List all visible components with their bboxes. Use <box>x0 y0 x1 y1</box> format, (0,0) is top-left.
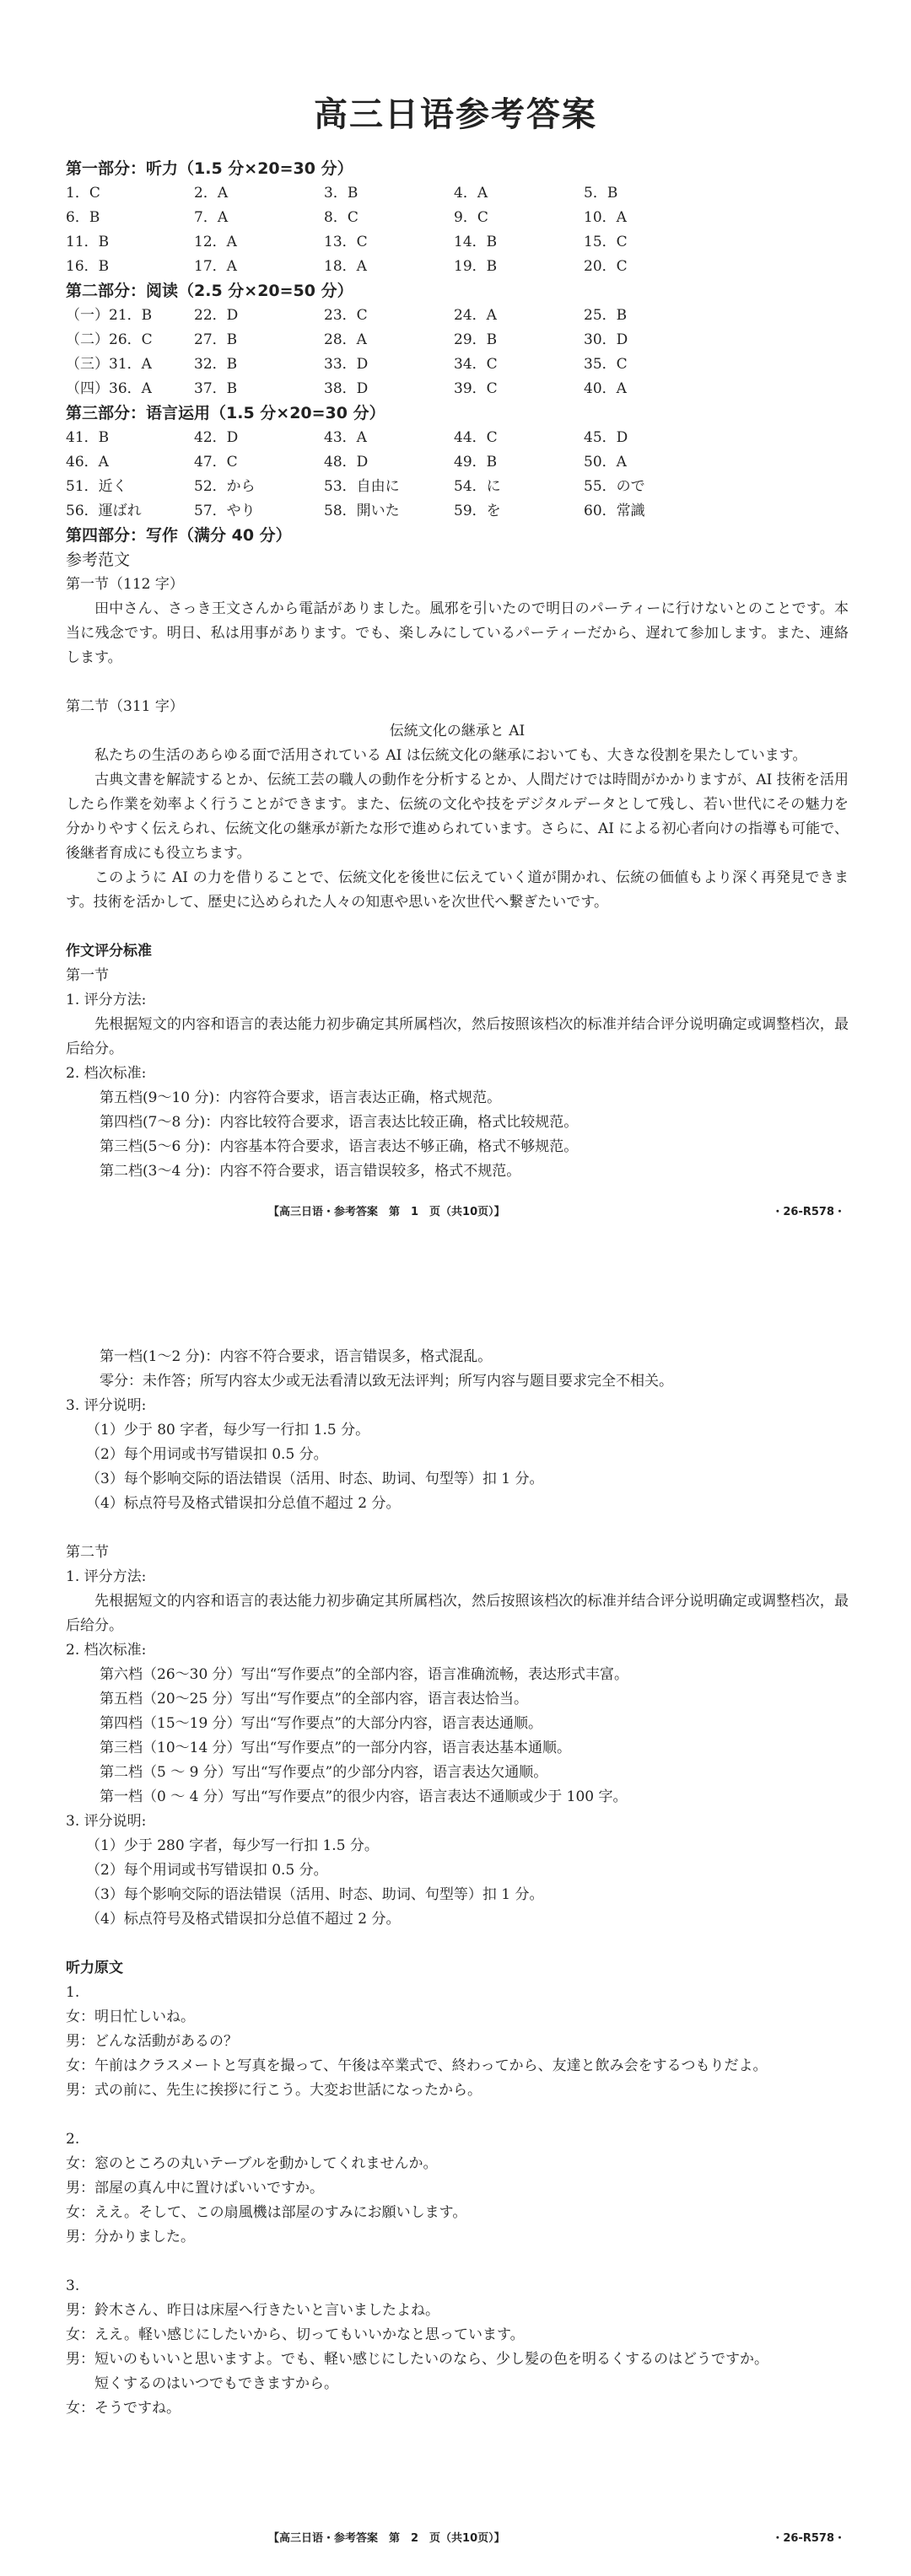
part1-heading: 第一部分：听力（1.5 分×20=30 分） <box>66 159 353 178</box>
answer-item: 5．B <box>584 185 618 202</box>
dialog-line: 男：どんな活動があるの？ <box>66 2033 238 2050</box>
note-item: （3）每个影响交际的语法错误（活用、时态、助词、句型等）扣 1 分。 <box>86 1886 544 1903</box>
answer-item: 34．C <box>454 356 498 373</box>
dialog-number: 1. <box>66 1984 80 2001</box>
method-label: 1. 评分方法: <box>66 1568 147 1585</box>
method-label: 1. 评分方法: <box>66 992 147 1008</box>
page2-content <box>66 1345 849 2421</box>
dialog-line: 女：ええ。軽い感じにしたいから、切ってもいいかなと思っています。 <box>66 2326 525 2343</box>
answer-item: 38．D <box>324 380 369 397</box>
answer-item: 16．B <box>66 258 110 275</box>
answer-item: 7．A <box>194 209 229 226</box>
answer-item: （四）36．A <box>66 380 152 397</box>
note-item: （3）每个影响交际的语法错误（活用、时态、助词、句型等）扣 1 分。 <box>86 1471 544 1487</box>
answer-item: 48．D <box>324 454 369 471</box>
note-item: （4）标点符号及格式错误扣分总值不超过 2 分。 <box>86 1495 401 1512</box>
part3-heading: 第三部分：语言运用（1.5 分×20=30 分） <box>66 404 385 422</box>
answer-item: 43．A <box>324 429 367 446</box>
answer-item: 59．を <box>454 503 501 519</box>
answer-item: 17．A <box>194 258 237 275</box>
level-item: 第二档(3～4 分)：内容不符合要求，语言错误较多，格式不规范。 <box>100 1163 521 1180</box>
answer-item: 54．に <box>454 478 501 495</box>
level-item: 第四档（15～19 分）写出“写作要点”的大部分内容，语言表达通顺。 <box>100 1715 543 1732</box>
section2-paragraph: 古典文書を解読するとか、伝統工芸の職人の動作を分析するとか、人間だけでは時間がかかりますが、AI 技術を活用したら作業を効率よく行うことができます。また、伝統の文化や技をデジタルデータとして残し、若い世代にその魅力を分かりやすく伝えられ、伝統文化の継承が新たな形で進められています。さらに、AI による初心者向けの指導も可能で、後継者育成にも役立ちます。 <box>66 772 849 862</box>
answer-item: 35．C <box>584 356 628 373</box>
dialog-line: 男：分かりました。 <box>66 2229 195 2245</box>
answer-item: 40．A <box>584 380 627 397</box>
method-text: 先根据短文的内容和语言的表达能力初步确定其所属档次，然后按照该档次的标准并结合评分说明确定或调整档次，最后给分。 <box>66 1016 849 1057</box>
part2-heading: 第二部分：阅读（2.5 分×20=50 分） <box>66 282 353 300</box>
answer-item: 23．C <box>324 307 368 324</box>
part4-heading: 第四部分：写作（满分 40 分） <box>66 526 292 545</box>
sample-essay-label: 参考范文 <box>66 551 131 569</box>
level-item: 零分：未作答；所写内容太少或无法看清以致无法评判；所写内容与题目要求完全不相关。 <box>100 1373 673 1390</box>
notes-label: 3. 评分说明: <box>66 1813 147 1830</box>
section1-label: 第一节（112 字） <box>66 576 184 593</box>
level-item: 第三档（10～14 分）写出“写作要点”的一部分内容，语言表达基本通顺。 <box>100 1740 572 1756</box>
answer-item: 13．C <box>324 234 368 250</box>
level-item: 第六档（26～30 分）写出“写作要点”的全部内容，语言准确流畅，表达形式丰富。 <box>100 1666 629 1683</box>
answer-item: 33．D <box>324 356 369 373</box>
answer-item: （一）21．B <box>66 307 153 324</box>
level-item: 第四档(7～8 分)：内容比较符合要求，语言表达比较正确，格式比较规范。 <box>100 1114 579 1131</box>
page-1 <box>0 0 911 1240</box>
answer-item: 20．C <box>584 258 628 275</box>
level-item: 第二档（5 ～ 9 分）写出“写作要点”的少部分内容，语言表达欠通顺。 <box>100 1764 548 1781</box>
dialog-line: 女：明日忙しいね。 <box>66 2009 195 2025</box>
note-item: （1）少于 80 字者，每少写一行扣 1.5 分。 <box>86 1422 370 1439</box>
note-item: （2）每个用词或书写错误扣 0.5 分。 <box>86 1446 328 1463</box>
answer-item: 9．C <box>454 209 488 226</box>
section1-essay: 田中さん、さっき王文さんから電話がありました。風邪を引いたので明日のパーティーに行けないとのことです。本当に残念です。明日、私は用事があります。でも、楽しみにしているパーティーだから、遅れて参加します。また、連絡します。 <box>66 600 849 666</box>
dialog-line: 女：窓のところの丸いテーブルを動かしてくれませんか。 <box>66 2155 438 2172</box>
answer-item: 51．近く <box>66 478 127 495</box>
criteria-heading: 作文评分标准 <box>66 943 152 960</box>
answer-item: 2．A <box>194 185 229 202</box>
answer-item: 57．やり <box>194 503 256 519</box>
answer-item: 25．B <box>584 307 628 324</box>
answer-item: 32．B <box>194 356 238 373</box>
answer-item: 42．D <box>194 429 239 446</box>
dialog-line-continued: 短くするのはいつでもできますから。 <box>94 2375 338 2392</box>
answer-item: 39．C <box>454 380 498 397</box>
answer-item: 14．B <box>454 234 498 250</box>
answer-item: 24．A <box>454 307 497 324</box>
answer-item: 49．B <box>454 454 498 471</box>
answer-item: 37．B <box>194 380 238 397</box>
answer-item: （三）31．A <box>66 356 152 373</box>
answer-item: 12．A <box>194 234 237 250</box>
answer-item: 46．A <box>66 454 109 471</box>
levels-label: 2. 档次标准: <box>66 1065 147 1082</box>
dialog-line: 女：そうですね。 <box>66 2400 181 2417</box>
answer-item: 55．ので <box>584 478 645 495</box>
answer-item: 8．C <box>324 209 358 226</box>
answer-item: 45．D <box>584 429 628 446</box>
answer-item: 1．C <box>66 185 100 202</box>
page-2 <box>0 1240 911 2576</box>
answer-item: 28．A <box>324 331 367 348</box>
answer-item: 41．B <box>66 429 110 446</box>
answer-key <box>66 157 849 1184</box>
dialog-1 <box>66 1981 849 2103</box>
answer-item: （二）26．C <box>66 331 153 348</box>
part1-answers <box>66 181 849 279</box>
dialog-line: 女：午前はクラスメートと写真を撮って、午後は卒業式で、終わってから、友達と飲み会をするつもりだよ。 <box>66 2057 768 2074</box>
answer-item: 27．B <box>194 331 238 348</box>
answer-item: 29．B <box>454 331 498 348</box>
answer-item: 52．から <box>194 478 256 495</box>
dialog-line: 女：ええ。そして、この扇風機は部屋のすみにお願いします。 <box>66 2204 467 2221</box>
section2-label: 第二节（311 字） <box>66 698 184 715</box>
notes-label: 3. 评分说明: <box>66 1397 147 1414</box>
section2-paragraph: 私たちの生活のあらゆる面で活用されている AI は伝統文化の継承においても、大きな役割を果たしています。 <box>94 747 807 764</box>
dialog-2 <box>66 2127 849 2250</box>
dialog-line: 男：部屋の真ん中に置けばいいですか。 <box>66 2180 324 2197</box>
note-item: （2）每个用词或书写错误扣 0.5 分。 <box>86 1862 328 1879</box>
page-title: 高三日语参考答案 <box>314 95 597 134</box>
part2-answers <box>66 304 849 401</box>
footer-page-info: 【高三日语・参考答案 第 2 页（共10页）】 <box>268 2532 505 2545</box>
level-item: 第五档（20～25 分）写出“写作要点”的全部内容，语言表达恰当。 <box>100 1691 529 1707</box>
dialog-3 <box>66 2274 849 2421</box>
footer-page-info: 【高三日语・参考答案 第 1 页（共10页）】 <box>268 1206 505 1218</box>
footer-code: ・26-R578・ <box>772 2532 845 2545</box>
level-item: 第一档（0 ～ 4 分）写出“写作要点”的很少内容，语言表达不通顺或少于 100 字。 <box>100 1788 628 1805</box>
answer-item: 19．B <box>454 258 498 275</box>
answer-item: 53．自由に <box>324 478 400 495</box>
answer-item: 18．A <box>324 258 367 275</box>
part3-answers <box>66 426 849 524</box>
answer-item: 47．C <box>194 454 238 471</box>
criteria-section2-label: 第二节 <box>66 1544 109 1561</box>
listening-heading: 听力原文 <box>66 1960 123 1976</box>
answer-item: 56．運ばれ <box>66 503 142 519</box>
method-text: 先根据短文的内容和语言的表达能力初步确定其所属档次，然后按照该档次的标准并结合评分说明确定或调整档次，最后给分。 <box>66 1593 849 1634</box>
dialog-line: 男：短いのもいいと思いますよ。でも、軽い感じにしたいのなら、少し髪の色を明るくするのはどうですか。 <box>66 2351 768 2368</box>
answer-item: 4．A <box>454 185 488 202</box>
answer-item: 3．B <box>324 185 358 202</box>
answer-item: 50．A <box>584 454 627 471</box>
answer-item: 22．D <box>194 307 239 324</box>
answer-item: 30．D <box>584 331 628 348</box>
note-item: （4）标点符号及格式错误扣分总值不超过 2 分。 <box>86 1911 401 1928</box>
answer-item: 10．A <box>584 209 627 226</box>
footer-code: ・26-R578・ <box>772 1206 845 1218</box>
level-item: 第五档(9～10 分)：内容符合要求，语言表达正确，格式规范。 <box>100 1089 502 1106</box>
note-item: （1）少于 280 字者，每少写一行扣 1.5 分。 <box>86 1837 379 1854</box>
section2-paragraph: このように AI の力を借りることで、伝統文化を後世に伝えていく道が開かれ、伝統の価値もより深く再発見できます。技術を活かして、歴史に込められた人々の知恵や思いを次世代へ繋ぎたいです。 <box>66 869 849 911</box>
dialog-number: 2. <box>66 2131 80 2148</box>
answer-item: 6．B <box>66 209 100 226</box>
dialog-line: 男：鈴木さん、昨日は床屋へ行きたいと言いましたよね。 <box>66 2302 440 2319</box>
answer-item: 11．B <box>66 234 110 250</box>
answer-item: 58．開いた <box>324 503 400 519</box>
section2-essay-title: 伝統文化の継承と AI <box>389 723 526 739</box>
answer-item: 60．常識 <box>584 503 645 519</box>
dialog-line: 男：式の前に、先生に挨拶に行こう。大変お世話になったから。 <box>66 2082 482 2099</box>
answer-item: 15．C <box>584 234 628 250</box>
level-item: 第一档(1～2 分)：内容不符合要求，语言错误多，格式混乱。 <box>100 1348 493 1365</box>
criteria-section1-label: 第一节 <box>66 967 109 984</box>
answer-item: 44．C <box>454 429 498 446</box>
dialog-number: 3. <box>66 2278 80 2294</box>
levels-label: 2. 档次标准: <box>66 1642 147 1659</box>
level-item: 第三档(5～6 分)：内容基本符合要求，语言表达不够正确，格式不够规范。 <box>100 1138 579 1155</box>
